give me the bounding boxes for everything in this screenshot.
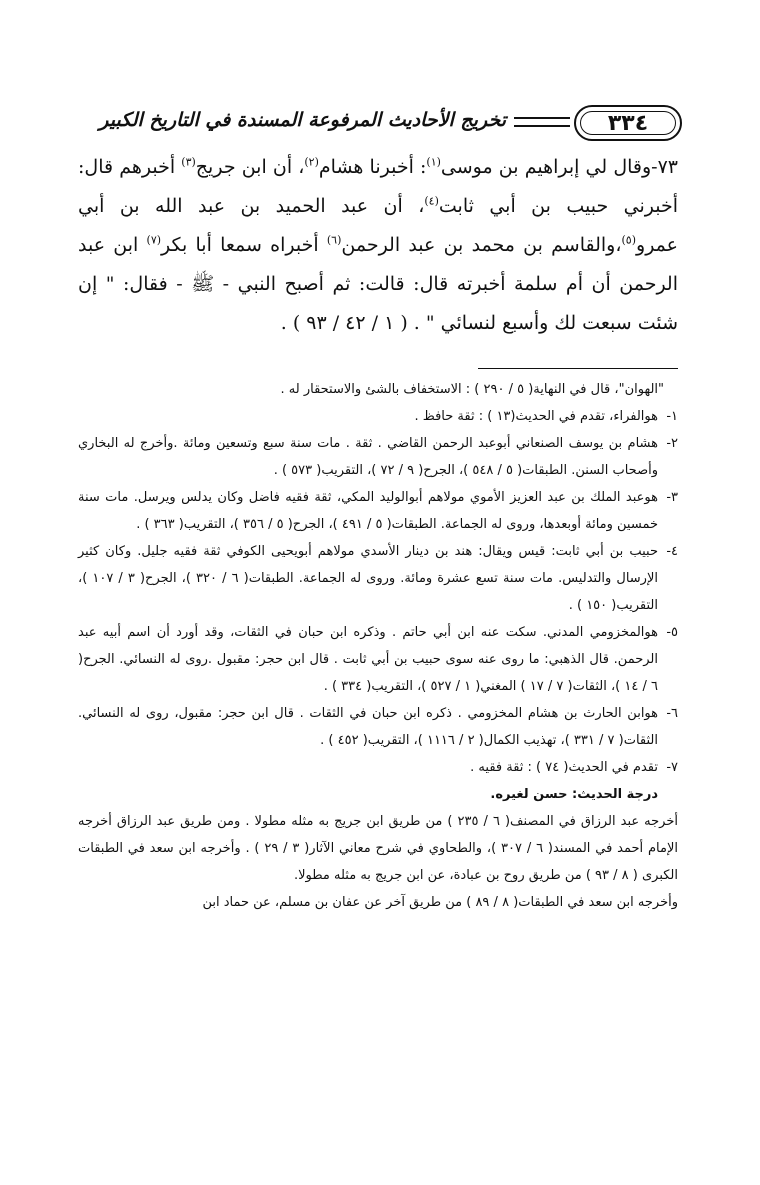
page-header	[82, 103, 682, 147]
hadith-segment: ، أن ابن جريج	[195, 156, 305, 178]
running-title: تخريج الأحاديث المرفوعة المسندة في التاريخ الكبير	[99, 109, 506, 131]
hadith-segment: ٧٣-وقال لي إبراهيم بن موسى	[440, 156, 679, 178]
footnote-item	[78, 538, 678, 619]
hadith-segment: أخبرهم قال: أخبرني حبيب بن أبي ثابت	[78, 156, 678, 217]
footnote-text: هوعبد الملك بن عبد العزيز الأموي مولاهم أبوالوليد المكي، ثقة فقيه فاضل وكان يدلس ويرسل. مات سنة خمسين ومائة أوبعدها، وروى له الجماعة. الطبقات( ٥ / ٤٩١ )، الجرح( ٥ / ٣٥٦ )، التقريب( ٣٦٣ ) .	[78, 490, 658, 532]
footnote-number: ٢-	[666, 436, 678, 451]
footnote-ref: (٤)	[424, 194, 439, 208]
footnote-number: ٧-	[666, 760, 678, 775]
header-rule	[514, 117, 570, 127]
footnote-ref: (٥)	[621, 233, 637, 247]
hadith-segment: ابن عبد الرحمن أن أم سلمة أخبرته قال: قالت: ثم أصبح النبي - ﷺ - فقال: " إن شئت سبعت لك وأسبع لنسائي " . ( ١ / ٤٢ / ٩٣ ) .	[78, 234, 678, 334]
footnote-item	[78, 484, 678, 538]
footnote-ref: (٢)	[304, 155, 319, 169]
takhrij-paragraph: وأخرجه ابن سعد في الطبقات( ٨ / ٨٩ ) من طريق آخر عن عفان بن مسلم، عن حماد ابن	[202, 895, 678, 910]
footnote-intro: "الهوان"، قال في النهاية( ٥ / ٢٩٠ ) : الاستخفاف بالشئ والاستحقار له .	[280, 382, 664, 397]
hadith-segment: : أخبرنا هشام	[318, 156, 427, 178]
footnote-item	[78, 430, 678, 484]
takhrij-paragraph: أخرجه عبد الرزاق في المصنف( ٦ / ٢٣٥ ) من طريق ابن جريج به مثله مطولا . ومن طريق عبد الرزاق أخرجه الإمام أحمد في المسند( ٦ / ٣٠٧ )، والطحاوي في شرح معاني الآثار( ٣ / ٢٩ ) . وأخرجه ابن سعد في الطبقات الكبرى ( ٨ / ٩٣ ) من طريق روح بن عبادة، عن ابن جريج به مثله مطولا.	[78, 814, 678, 883]
footnote-text: تقدم في الحديث( ٧٤ ) : ثقة فقيه .	[470, 760, 658, 775]
footnote-text: حبيب بن أبي ثابت: قيس ويقال: هند بن دينار الأسدي مولاهم أبويحيى الكوفي ثقة فقيه جليل. وكان كثير الإرسال والتدليس. مات سنة تسع عشرة ومائة. وروى له الجماعة. الطبقات( ٦ / ٣٢٠ )، الجرح( ٣ / ١٠٧ )، التقريب( ١٥٠ ) .	[78, 544, 658, 613]
hadith-segment: ، أن عبد الحميد بن عبد الله بن أبي عمرو	[78, 195, 678, 256]
footnote-number: ٣-	[666, 490, 678, 505]
footnote-ref: (٣)	[181, 155, 196, 169]
footnote-item	[78, 700, 678, 754]
footnotes	[78, 376, 678, 916]
footnote-text: هوالفراء، تقدم في الحديث(١٣ ) : ثقة حافظ .	[414, 409, 658, 424]
footnote-item	[78, 754, 678, 781]
footnote-text: هشام بن يوسف الصنعاني أبوعبد الرحمن القاضي . ثقة . مات سنة سبع وتسعين ومائة .وأخرج له البخاري وأصحاب السنن. الطبقات( ٥ / ٥٤٨ )، الجرح( ٩ / ٧٢ )، التقريب( ٥٧٣ ) .	[78, 436, 658, 478]
footnote-text: هوالمخزومي المدني. سكت عنه ابن أبي حاتم . وذكره ابن حبان في الثقات، وقد أورد أن اسم أبيه عبد الرحمن. قال الذهبي: ما روى عنه سوى حبيب بن أبي ثابت . قال ابن حجر: مقبول .روى له النسائي. الجرح( ٦ / ١٤ )، الثقات( ٧ / ١٧ ) المغني( ١ / ٥٢٧ )، التقريب( ٣٣٤ ) .	[78, 625, 658, 694]
hadith-text	[78, 148, 678, 343]
footnote-number: ٦-	[666, 706, 678, 721]
hadith-grade-heading: درجة الحديث: حسن لغيره.	[490, 787, 658, 802]
footnote-ref: (٧)	[146, 233, 162, 247]
hadith-segment: ،والقاسم بن محمد بن عبد الرحمن	[341, 234, 622, 256]
footnote-text: هوابن الحارث بن هشام المخزومي . ذكره ابن حبان في الثقات . قال ابن حجر: مقبول، روى له النسائي. الثقات( ٧ / ٣٣١ )، تهذيب الكمال( ٢ / ١١١٦ )، التقريب( ٤٥٢ ) .	[78, 706, 658, 748]
footnote-ref: (١)	[426, 155, 441, 169]
footnote-ref: (٦)	[326, 233, 342, 247]
hadith-paragraph	[78, 148, 678, 343]
footnote-item	[78, 619, 678, 700]
footnote-number: ٥-	[666, 625, 678, 640]
footnote-item	[78, 403, 678, 430]
footnote-separator	[478, 368, 678, 369]
footnote-number: ٤-	[666, 544, 678, 559]
footnote-number: ١-	[666, 409, 678, 424]
page-number: ٣٣٤	[574, 105, 682, 141]
hadith-segment: أخبراه سمعا أبا بكر	[161, 234, 327, 256]
